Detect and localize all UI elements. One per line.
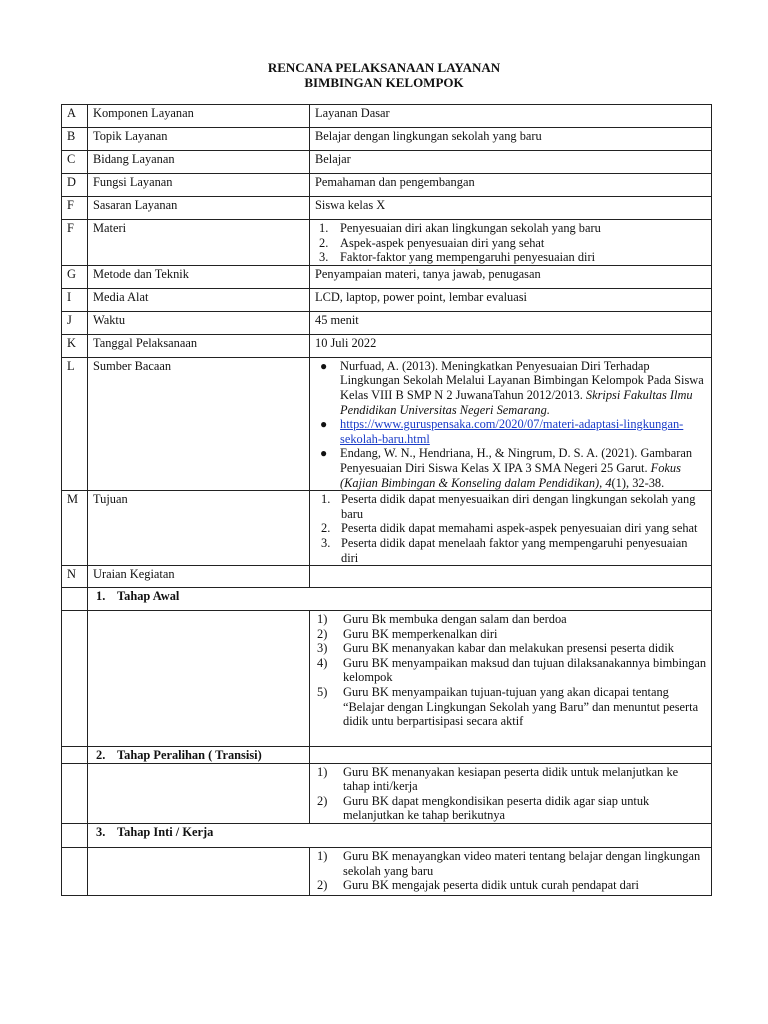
row-code: B <box>62 128 88 151</box>
stage-title: 1. Tahap Awal <box>88 588 712 611</box>
empty-cell <box>88 611 310 747</box>
steps-cell <box>310 611 712 747</box>
list-item: ● Nurfuad, A. (2013). Meningkatkan Penyesuaian Diri Terhadap Lingkungan Sekolah Melalui Layanan Bimbingan Kelompok Pada Siswa Kelas VIII B SMP N 2 JuwanaTahun 2012/2013. Skripsi Fakultas Ilmu Pendidikan Universitas Negeri Semarang. <box>320 358 704 417</box>
table-row <box>62 288 712 311</box>
row-label: Waktu <box>88 311 310 334</box>
row-label: Sumber Bacaan <box>88 357 310 490</box>
list-item: 4) Guru BK menyampaikan maksud dan tujuan dilaksanakannya bimbingan kelompok <box>317 655 707 685</box>
table-row <box>62 566 712 588</box>
document-subtitle: BIMBINGAN KELOMPOK <box>304 75 464 90</box>
materi-cell <box>310 220 712 266</box>
row-label: Metode dan Teknik <box>88 265 310 288</box>
steps-list <box>315 849 707 893</box>
table-row <box>62 151 712 174</box>
tujuan-cell <box>310 491 712 566</box>
row-code: C <box>62 151 88 174</box>
list-item: 5) Guru BK menyampaikan tujuan-tujuan yang akan dicapai tentang “Belajar dengan Lingkungan Sekolah yang Baru” dan menuntut peserta didik untu berpartisipasi secara aktif <box>317 685 699 729</box>
row-label: Tujuan <box>88 491 310 566</box>
row-value: Layanan Dasar <box>310 105 712 128</box>
empty-cell <box>88 763 310 823</box>
row-value: Belajar <box>310 151 712 174</box>
empty-cell <box>310 747 712 764</box>
list-item: 2. Aspek-aspek penyesuaian diri yang sehat <box>319 235 545 250</box>
table-row <box>62 265 712 288</box>
stage-title: 3. Tahap Inti / Kerja <box>88 824 712 848</box>
empty-cell <box>62 824 88 848</box>
list-item: 1) Guru Bk membuka dengan salam dan berdoa <box>317 612 567 627</box>
empty-cell <box>62 611 88 747</box>
row-value: Siswa kelas X <box>310 197 712 220</box>
row-label: Bidang Layanan <box>88 151 310 174</box>
table-row <box>62 105 712 128</box>
row-value: Penyampaian materi, tanya jawab, penugasan <box>310 265 712 288</box>
steps-list <box>315 765 707 823</box>
bullet-icon: ● <box>320 417 328 432</box>
stage-header-row <box>62 588 712 611</box>
row-value: 10 Juli 2022 <box>310 334 712 357</box>
row-code: G <box>62 265 88 288</box>
document-title: RENCANA PELAKSANAAN LAYANAN <box>267 60 501 75</box>
table-row <box>62 334 712 357</box>
row-value: Pemahaman dan pengembangan <box>310 174 712 197</box>
row-code: J <box>62 311 88 334</box>
table-row <box>62 220 712 266</box>
row-label: Fungsi Layanan <box>88 174 310 197</box>
empty-cell <box>62 747 88 764</box>
table-row <box>62 357 712 490</box>
steps-cell <box>310 763 712 823</box>
list-item: 2) Guru BK mengajak peserta didik untuk curah pendapat dari <box>317 878 639 893</box>
bullet-icon: ● <box>320 446 328 461</box>
stage-header-row <box>62 824 712 848</box>
list-item: 2) Guru BK dapat mengkondisikan peserta didik agar siap untuk melanjutkan ke tahap berikutnya <box>317 793 650 823</box>
row-label: Sasaran Layanan <box>88 197 310 220</box>
materi-list <box>315 221 707 265</box>
list-item <box>315 417 707 446</box>
stage-steps-row <box>62 763 712 823</box>
list-item: 3. Faktor-faktor yang mempengaruhi penyesuaian diri <box>319 250 596 265</box>
list-item: 3) Guru BK menanyakan kabar dan melakukan presensi peserta didik <box>317 641 674 656</box>
row-label: Topik Layanan <box>88 128 310 151</box>
stage-header-row <box>62 747 712 764</box>
row-label: Komponen Layanan <box>88 105 310 128</box>
row-code: N <box>62 566 88 588</box>
row-code: D <box>62 174 88 197</box>
row-code: M <box>62 491 88 566</box>
list-item: ● Endang, W. N., Hendriana, H., & Ningrum, D. S. A. (2021). Gambaran Penyesuaian Diri Siswa Kelas X IPA 3 SMA Negeri 25 Garut. Fokus (Kajian Bimbingan & Konseling dalam Pendidikan), 4(1), 32-38. <box>320 446 693 490</box>
table-row <box>62 311 712 334</box>
plan-table <box>61 104 712 896</box>
empty-cell <box>62 763 88 823</box>
row-value <box>310 566 712 588</box>
sumber-list <box>315 359 707 490</box>
steps-cell <box>310 848 712 896</box>
empty-cell <box>62 848 88 896</box>
stage-steps-row <box>62 848 712 896</box>
row-code: I <box>62 288 88 311</box>
row-code: K <box>62 334 88 357</box>
list-item: 1. Penyesuaian diri akan lingkungan sekolah yang baru <box>319 221 601 235</box>
empty-cell <box>62 588 88 611</box>
row-value: Belajar dengan lingkungan sekolah yang baru <box>310 128 712 151</box>
list-item: 1) Guru BK menayangkan video materi tentang belajar dengan lingkungan sekolah yang baru <box>317 849 701 878</box>
table-row <box>62 128 712 151</box>
row-label: Uraian Kegiatan <box>88 566 310 588</box>
list-item: 3. Peserta didik dapat menelaah faktor yang mempengaruhi penyesuaian diri <box>321 535 688 565</box>
source-link[interactable]: https://www.guruspensaka.com/2020/07/materi-adaptasi-lingkungan-sekolah-baru.html <box>340 417 684 446</box>
list-item: 2. Peserta didik dapat memahami aspek-aspek penyesuaian diri yang sehat <box>321 521 698 536</box>
stage-steps-row <box>62 611 712 747</box>
tujuan-list <box>315 492 707 565</box>
table-row <box>62 491 712 566</box>
stage-title: 2. Tahap Peralihan ( Transisi) <box>88 747 310 764</box>
list-item: 2) Guru BK memperkenalkan diri <box>317 626 498 641</box>
list-item: 1. Peserta didik dapat menyesuaikan diri dengan lingkungan sekolah yang baru <box>321 492 696 521</box>
row-code: A <box>62 105 88 128</box>
row-label: Tanggal Pelaksanaan <box>88 334 310 357</box>
table-row <box>62 197 712 220</box>
steps-list <box>315 612 707 729</box>
bullet-icon: ● <box>320 358 328 373</box>
table-row <box>62 174 712 197</box>
row-code: F <box>62 197 88 220</box>
list-item: 1) Guru BK menanyakan kesiapan peserta didik untuk melanjutkan ke tahap inti/kerja <box>317 764 679 794</box>
row-value: LCD, laptop, power point, lembar evaluasi <box>310 288 712 311</box>
row-label: Media Alat <box>88 288 310 311</box>
empty-cell <box>88 848 310 896</box>
row-code: L <box>62 357 88 490</box>
row-label: Materi <box>88 220 310 266</box>
sumber-cell <box>310 357 712 490</box>
row-value: 45 menit <box>310 311 712 334</box>
row-code: F <box>62 220 88 266</box>
